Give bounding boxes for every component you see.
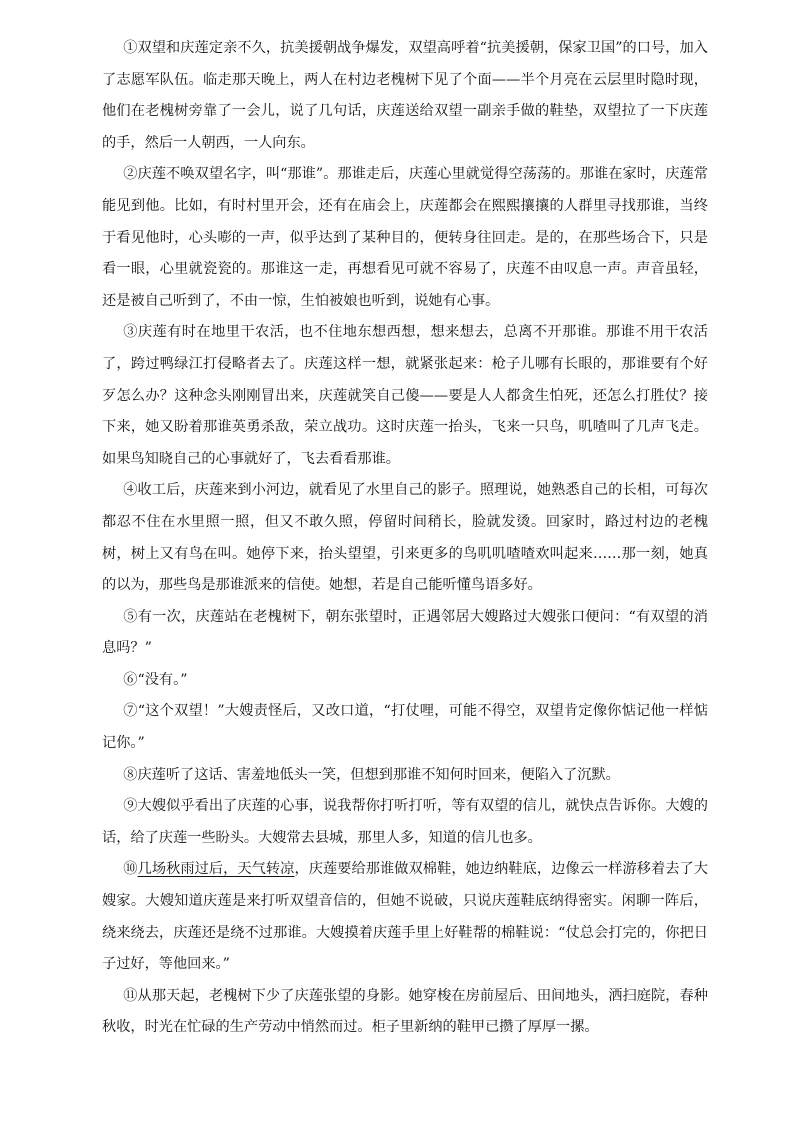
paragraph-8: ⑧庆莲听了这话、害羞地低头一笑，但想到那谁不知何时回来，便陷入了沉默。 xyxy=(123,766,620,783)
paragraph-3: ③庆莲有时在地里干农活，也不住地东想西想，想来想去，总离不开那谁。那谁不用干农活了，跨过鸭绿江打侵略者去了。庆莲这样一想，就紧张起来：枪子儿哪有长眼的，那谁要有个好歹怎么办？这种念头刚刚冒出来，庆莲就笑自己傻——要是人人都贪生怕死，还怎么打胜仗？接下来，她又盼着那谁英勇杀敌，荣立战功。这时庆莲一抬头，飞来一只鸟，叽喳叫了几声飞走。如果鸟知晓自己的心事就好了，飞去看看那谁。 xyxy=(102,324,708,467)
paragraph-2: ②庆莲不唤双望名字，叫“那谁”。那谁走后，庆莲心里就觉得空荡荡的。那谁在家时，庆莲常能见到他。比如，有时村里开会，还有在庙会上，庆莲都会在熙熙攘攘的人群里寻找那谁，当终于看见他时，心头嘭的一声，似乎达到了某种目的，便转身往回走。是的，在那些场合下，只是看一眼，心里就瓷瓷的。那谁这一走，再想看见可就不容易了，庆莲不由叹息一声。声音虽轻，还是被自己听到了，不由一惊，生怕被娘也听到，说她有心事。 xyxy=(102,166,708,309)
paragraph-10-rest: ，庆莲要给那谁做双棉鞋，她边纳鞋底，边像云一样游移着去了大嫂家。大嫂知道庆莲是来打听双望音信的，但她不说破，只说庆莲鞋底纳得密实。闲聊一阵后，绕来绕去，庆莲还是绕不过那谁。大嫂摸着庆莲手里上好鞋帮的棉鞋说：“仗总会打完的，你把日子过好，等他回来。” xyxy=(102,861,708,973)
paragraph-9: ⑨大嫂似乎看出了庆莲的心事，说我帮你打听打听，等有双望的信儿，就快点告诉你。大嫂的话，给了庆莲一些盼头。大嫂常去县城，那里人多，知道的信儿也多。 xyxy=(102,798,708,846)
underlined-sentence: 几场秋雨过后，天气转凉 xyxy=(137,861,295,878)
paragraph-10-number: ⑩ xyxy=(123,861,138,878)
paragraph-10 xyxy=(102,854,708,980)
paragraph-5: ⑤有一次，庆莲站在老槐树下，朝东张望时，正遇邻居大嫂路过大嫂张口便问：“有双望的消息吗？” xyxy=(102,608,708,657)
paragraph-7: ⑦“这个双望！”大嫂责怪后，又改口道，“打仗哩，可能不得空，双望肯定像你惦记他一样惦记你。” xyxy=(102,703,708,752)
paragraph-6: ⑥“没有。” xyxy=(123,671,188,688)
paragraph-1: ①双望和庆莲定亲不久，抗美援朝战争爆发，双望高呼着“抗美援朝，保家卫国”的口号，加入了志愿军队伍。临走那天晚上，两人在村边老槐树下见了个面——半个月亮在云层里时隐时现，他们在老槐树旁靠了一会儿，说了几句话，庆莲送给双望一副亲手做的鞋垫，双望拉了一下庆莲的手，然后一人朝西，一人向东。 xyxy=(102,40,708,151)
story-text xyxy=(102,33,708,1044)
paragraph-4: ④收工后，庆莲来到小河边，就看见了水里自己的影子。照理说，她熟悉自己的长相，可每次都忍不住在水里照一照，但又不敢久照，停留时间稍长，脸就发烫。回家时，路过村边的老槐树，树上又有鸟在叫。她停下来，抬头望望，引来更多的鸟叽叽喳喳欢叫起来……那一刻，她真的以为，那些鸟是那谁派来的信使。她想，若是自己能听懂鸟语多好。 xyxy=(102,482,708,594)
paragraph-11: ⑪从那天起，老槐树下少了庆莲张望的身影。她穿梭在房前屋后、田间地头，洒扫庭院，春种秋收，时光在忙碌的生产劳动中悄然而过。柜子里新纳的鞋甲已攒了厚厚一摞。 xyxy=(102,987,708,1036)
